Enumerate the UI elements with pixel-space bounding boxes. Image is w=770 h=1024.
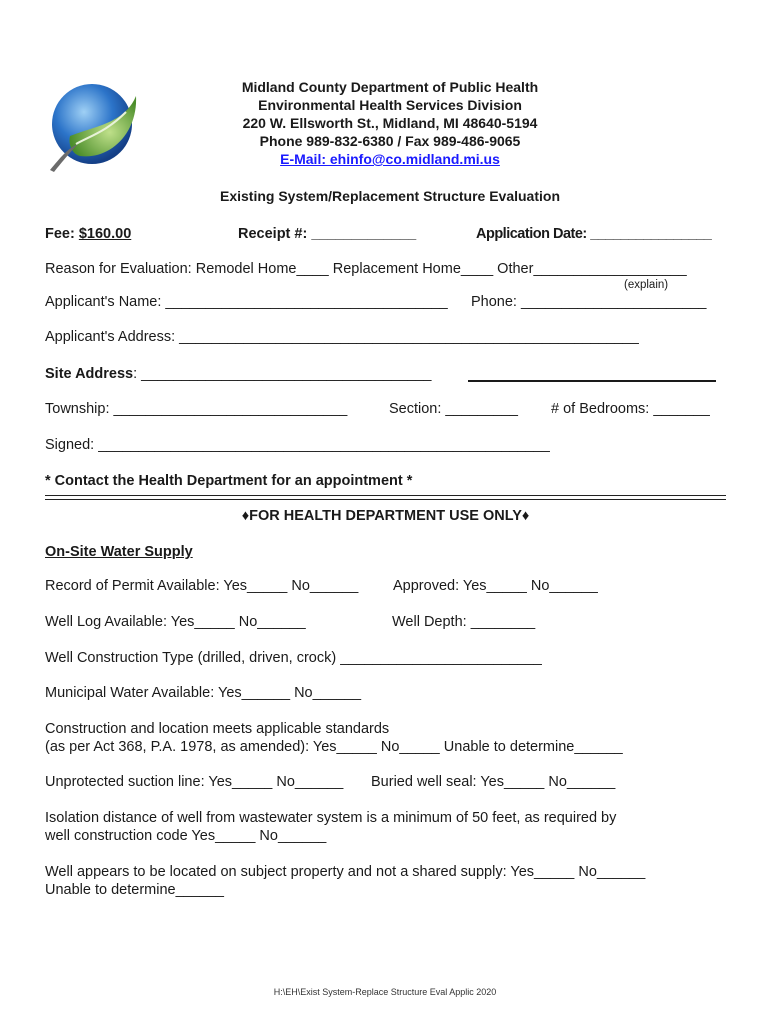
org-address: 220 W. Ellsworth St., Midland, MI 48640-5194: [242, 115, 538, 131]
application-date-field[interactable]: Application Date: ________________: [476, 226, 712, 242]
org-phone: Phone 989-832-6380 / Fax 989-486-9065: [259, 133, 521, 149]
form-title: Existing System/Replacement Structure Evaluation: [220, 188, 560, 204]
isolation-field[interactable]: well construction code Yes_____ No______: [45, 828, 327, 844]
fee-line: [45, 226, 131, 242]
health-dept-use-only: ♦FOR HEALTH DEPARTMENT USE ONLY♦: [241, 508, 530, 524]
department-logo: [40, 78, 140, 178]
fee-label: Fee:: [45, 226, 79, 242]
standards-field[interactable]: (as per Act 368, P.A. 1978, as amended): Yes_____ No_____ Unable to determine______: [45, 739, 623, 755]
signed-field[interactable]: Signed: ________________________________________________________: [45, 437, 550, 453]
reason-field[interactable]: Reason for Evaluation: Remodel Home____ Replacement Home____ Other___________________: [45, 261, 687, 277]
site-address-extra-line: [468, 380, 716, 382]
site-address-field[interactable]: [45, 366, 431, 382]
double-divider: [45, 495, 726, 500]
explain-note: (explain): [624, 279, 669, 291]
water-supply-heading: On-Site Water Supply: [45, 544, 193, 560]
isolation-text: Isolation distance of well from wastewater system is a minimum of 50 feet, as required by: [45, 810, 617, 826]
org-name: Midland County Department of Public Health: [241, 79, 539, 95]
receipt-field[interactable]: Receipt #: _____________: [238, 226, 417, 242]
municipal-water-field[interactable]: Municipal Water Available: Yes______ No______: [45, 685, 362, 701]
phone-field[interactable]: Phone: _______________________: [471, 294, 707, 310]
suction-line-field[interactable]: Unprotected suction line: Yes_____ No______: [45, 774, 344, 790]
buried-seal-field[interactable]: Buried well seal: Yes_____ No______: [371, 774, 616, 790]
unable-determine-field[interactable]: Unable to determine______: [45, 882, 224, 898]
file-path-footer: H:\EH\Exist System-Replace Structure Eval Applic 2020: [273, 987, 497, 997]
email-link[interactable]: E-Mail: ehinfo@co.midland.mi.us: [280, 151, 500, 167]
site-address-label: Site Address: [45, 366, 134, 382]
applicant-address-field[interactable]: Applicant's Address: _________________________________________________________: [45, 329, 639, 345]
record-permit-field[interactable]: Record of Permit Available: Yes_____ No______: [45, 578, 359, 594]
applicant-name-field[interactable]: Applicant's Name: ___________________________________: [45, 294, 448, 310]
well-log-field[interactable]: Well Log Available: Yes_____ No______: [45, 614, 306, 630]
appointment-note: * Contact the Health Department for an appointment *: [45, 473, 413, 489]
subject-property-field[interactable]: Well appears to be located on subject property and not a shared supply: Yes_____ No______: [45, 864, 646, 880]
fee-amount: $160.00: [78, 226, 132, 242]
approved-field[interactable]: Approved: Yes_____ No______: [393, 578, 598, 594]
site-address-blank: : ____________________________________: [133, 366, 432, 382]
standards-text: Construction and location meets applicable standards: [45, 721, 390, 737]
well-depth-field[interactable]: Well Depth: ________: [392, 614, 536, 630]
division-name: Environmental Health Services Division: [258, 97, 522, 113]
construction-type-field[interactable]: Well Construction Type (drilled, driven, crock) _________________________: [45, 650, 542, 666]
township-field[interactable]: Township: _____________________________: [45, 401, 348, 417]
bedrooms-field[interactable]: # of Bedrooms: _______: [551, 401, 710, 417]
section-field[interactable]: Section: _________: [389, 401, 518, 417]
